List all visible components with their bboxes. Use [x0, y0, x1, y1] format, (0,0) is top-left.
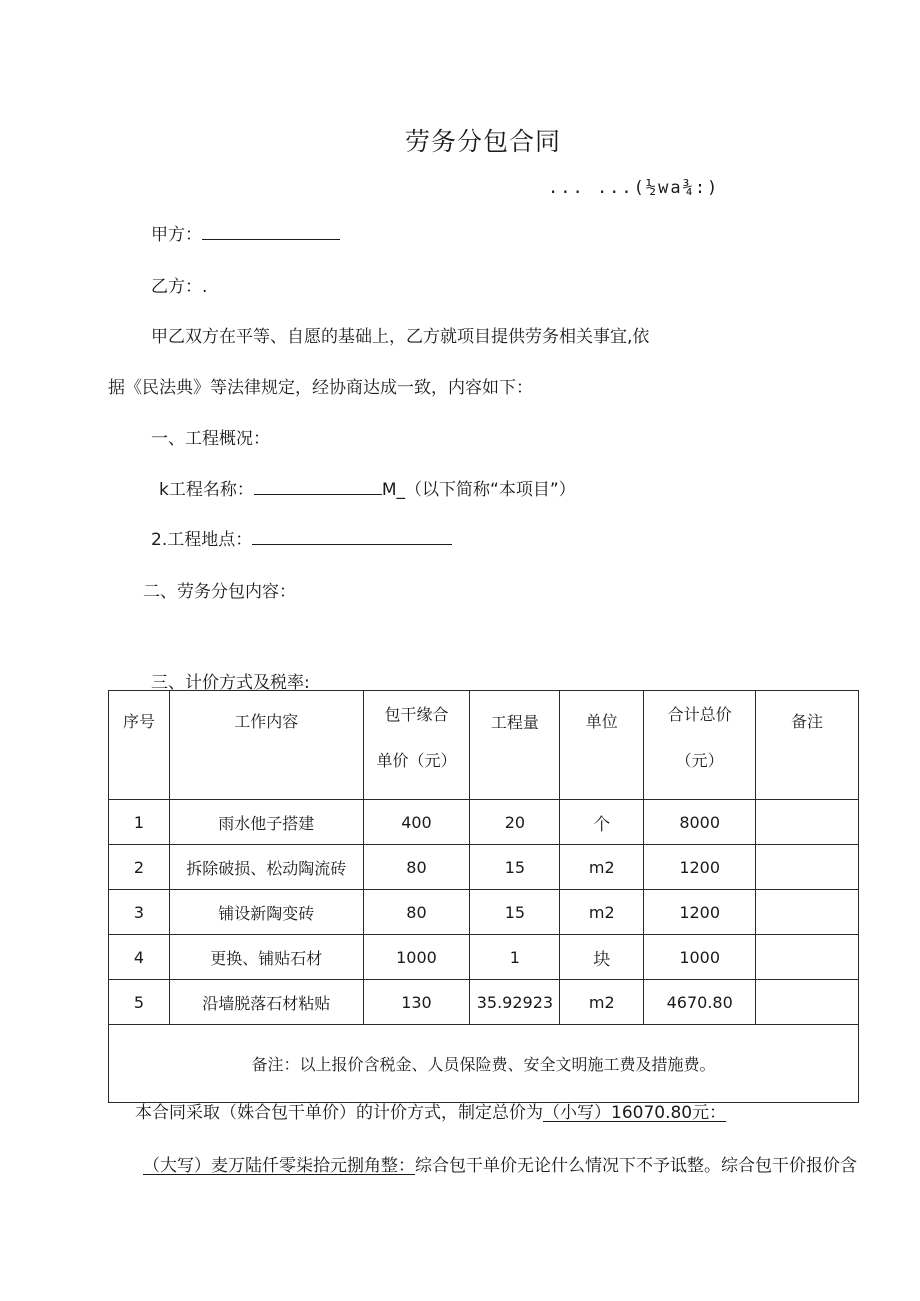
- cell-total: 1200: [644, 890, 756, 935]
- total-amount-uppercase: （大写）麦万陆仟零柒拾元捌角整：: [143, 1156, 415, 1176]
- cell-qty: 15: [470, 890, 560, 935]
- header-quantity: 工程量: [470, 691, 560, 800]
- header-no: 序号: [109, 691, 170, 800]
- project-location-line: [151, 525, 452, 550]
- pricing-method-text: 本合同采取（姝合包干单价）的计价方式，制定总价为: [135, 1103, 543, 1123]
- section-2-heading: 二、劳务分包内容：: [143, 582, 296, 602]
- cell-total: 4670.80: [644, 980, 756, 1025]
- cell-price: 130: [363, 980, 470, 1025]
- contract-number: ... ...(½wa¾:): [548, 178, 720, 198]
- cell-content: 沿墙脱落石材粘贴: [169, 980, 363, 1025]
- cell-price: 1000: [363, 935, 470, 980]
- cell-price: 80: [363, 845, 470, 890]
- pricing-terms-text: 综合包干单价无论什么情况下不予诋整。综合包干价报价含: [415, 1156, 857, 1176]
- total-amount-lowercase: （小写）16070.80元：: [543, 1103, 727, 1123]
- cell-remark: [756, 800, 859, 845]
- header-total: [644, 691, 756, 800]
- project-name-label: k工程名称：: [159, 480, 254, 500]
- table-note: 备注：以上报价含税金、人员保险费、安全文明施工费及措施费。: [109, 1025, 859, 1103]
- project-name-line: [159, 475, 576, 500]
- cell-unit: m2: [560, 980, 644, 1025]
- intro-line-1: 甲乙双方在平等、自愿的基础上，乙方就项目提供劳务相关事宜,依: [151, 327, 650, 347]
- section-1-heading: 一、工程概况：: [151, 429, 270, 449]
- pricing-table: [108, 690, 859, 1103]
- cell-unit: m2: [560, 890, 644, 935]
- cell-no: 3: [109, 890, 170, 935]
- table-row: [109, 980, 859, 1025]
- project-location-blank: [252, 530, 452, 545]
- cell-price: 400: [363, 800, 470, 845]
- header-remark: 备注: [756, 691, 859, 800]
- cell-content: 拆除破损、松动陶流砖: [169, 845, 363, 890]
- cell-total: 1200: [644, 845, 756, 890]
- cell-content: 雨水他子搭建: [169, 800, 363, 845]
- cell-unit: 个: [560, 800, 644, 845]
- party-a-label: 甲方：: [151, 225, 202, 245]
- cell-no: 4: [109, 935, 170, 980]
- table-row: [109, 800, 859, 845]
- header-unit-price: [363, 691, 470, 800]
- header-content: 工作内容: [169, 691, 363, 800]
- header-unit-price-line2: 单价（元）: [376, 751, 457, 770]
- cell-no: 2: [109, 845, 170, 890]
- table-note-row: [109, 1025, 859, 1103]
- document-title: 劳务分包合同: [404, 127, 561, 156]
- cell-content: 铺设新陶变砖: [169, 890, 363, 935]
- cell-qty: 15: [470, 845, 560, 890]
- cell-unit: m2: [560, 845, 644, 890]
- table-header-row: [109, 691, 859, 800]
- cell-remark: [756, 980, 859, 1025]
- cell-unit: 块: [560, 935, 644, 980]
- cell-remark: [756, 935, 859, 980]
- party-a-line: [151, 220, 340, 245]
- header-total-line1: 合计总价: [667, 705, 732, 724]
- table-row: [109, 935, 859, 980]
- project-name-blank: [254, 480, 382, 495]
- project-name-suffix: M_（以下简称“本项目”）: [381, 480, 576, 500]
- project-location-label: 2.工程地点：: [151, 530, 253, 550]
- section-3-heading: 三、计价方式及税率:: [151, 673, 310, 693]
- cell-qty: 35.92923: [470, 980, 560, 1025]
- header-total-line2: （元）: [675, 751, 724, 770]
- cell-qty: 1: [470, 935, 560, 980]
- table-row: [109, 845, 859, 890]
- cell-remark: [756, 890, 859, 935]
- cell-price: 80: [363, 890, 470, 935]
- cell-remark: [756, 845, 859, 890]
- pricing-line-2: [143, 1151, 857, 1176]
- party-a-blank: [202, 225, 340, 240]
- cell-no: 5: [109, 980, 170, 1025]
- intro-line-2: 据《民法典》等法律规定，经协商达成一致，内容如下：: [108, 378, 533, 398]
- cell-content: 更换、铺贴石材: [169, 935, 363, 980]
- header-unit-price-line1: 包干缘合: [384, 705, 449, 724]
- pricing-line-1: [135, 1098, 726, 1123]
- party-b-label: 乙方：.: [151, 277, 208, 297]
- cell-qty: 20: [470, 800, 560, 845]
- cell-no: 1: [109, 800, 170, 845]
- header-unit: 单位: [560, 691, 644, 800]
- table-row: [109, 890, 859, 935]
- cell-total: 8000: [644, 800, 756, 845]
- cell-total: 1000: [644, 935, 756, 980]
